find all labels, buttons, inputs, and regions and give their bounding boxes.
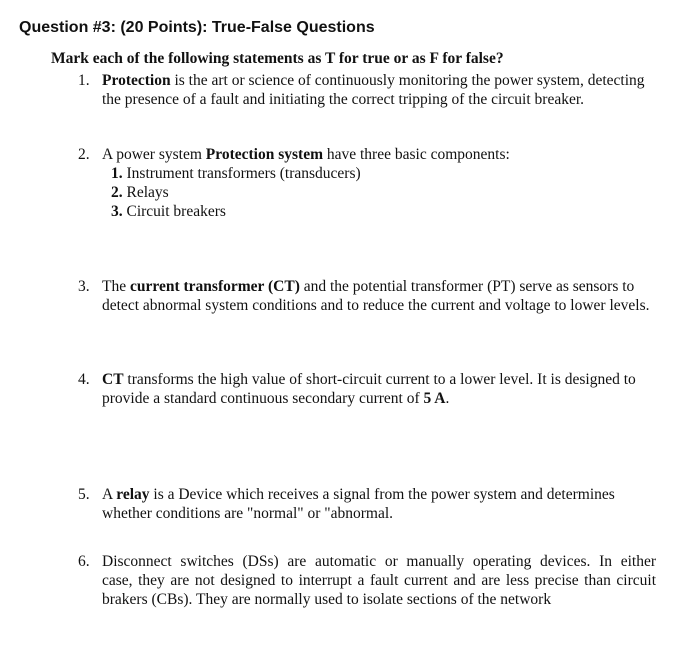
statement-line: detect abnormal system conditions and to reduce the current and voltage to lower levels. — [102, 297, 650, 314]
statement-5 — [78, 485, 678, 523]
bold-term: relay — [116, 486, 150, 503]
statement-3 — [78, 277, 678, 315]
statement-line: Protection is the art or science of continuously monitoring the power system, detecting — [102, 72, 645, 89]
bold-term: Protection system — [205, 146, 323, 163]
statement-line: brakers (CBs). They are normally used to isolate sections of the network — [102, 591, 552, 608]
statement-number: 3. — [78, 278, 90, 295]
statement-line: case, they are not designed to interrupt a fault current and are less precise than circuit — [102, 572, 656, 589]
statement-number: 1. — [78, 72, 90, 89]
instruction-text: Mark each of the following statements as T for true or as F for false? — [51, 50, 504, 67]
statement-line: whether conditions are "normal" or "abnormal. — [102, 505, 394, 522]
statement-number: 2. — [78, 146, 90, 163]
statement-number: 5. — [78, 486, 90, 503]
statement-line: Disconnect switches (DSs) are automatic or manually operating devices. In either — [102, 553, 656, 570]
statement-4 — [78, 370, 678, 408]
statement-line: CT transforms the high value of short-circuit current to a lower level. It is designed to — [102, 371, 636, 388]
bold-term: current transformer (CT) — [129, 278, 300, 295]
statement-2 — [78, 145, 678, 221]
component-item: 2. Relays — [111, 184, 169, 201]
statement-line: the presence of a fault and initiating the correct tripping of the circuit breaker. — [102, 91, 585, 108]
statement-line: provide a standard continuous secondary current of 5 A. — [102, 390, 450, 407]
statement-line: A power system Protection system have three basic components: — [102, 146, 510, 163]
statement-number: 4. — [78, 371, 90, 388]
bold-term: 5 A — [423, 390, 446, 407]
component-item: 1. Instrument transformers (transducers) — [111, 165, 361, 182]
statement-number: 6. — [78, 553, 90, 570]
statement-1 — [78, 71, 678, 109]
bold-term: Protection — [102, 72, 171, 89]
component-item: 3. Circuit breakers — [111, 203, 226, 220]
statement-line: A relay is a Device which receives a signal from the power system and determines — [102, 486, 615, 503]
statement-6 — [78, 552, 656, 609]
bold-term: CT — [102, 371, 124, 388]
statement-line: The current transformer (CT) and the potential transformer (PT) serve as sensors to — [102, 278, 635, 295]
question-title: Question #3: (20 Points): True-False Questions — [19, 19, 375, 36]
